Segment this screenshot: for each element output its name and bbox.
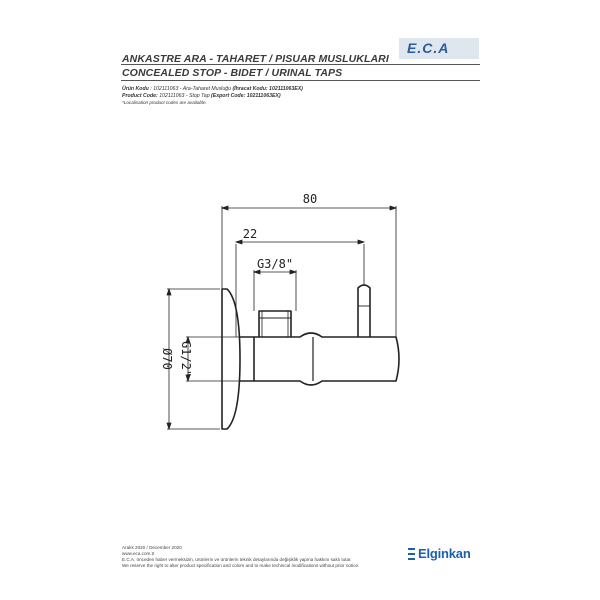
urun-kodu-label: Ürün Kodu — [122, 86, 149, 92]
footer-website: www.eca.com.tr — [122, 551, 155, 556]
footer-date: Aralık 2020 / December 2020 — [122, 545, 182, 550]
title-english: CONCEALED STOP - BIDET / URINAL TAPS — [122, 67, 343, 79]
footer-disclaimer-tr: E.C.A. önceden haber vermeksizin, ürünlerin ve ürünlerin teknik detaylarında değişiklik yapma hakkını saklı tutar. — [122, 557, 352, 562]
export-code: (Export Code: 102111063EX) — [211, 93, 281, 99]
product-code-label: Product Code: — [122, 93, 158, 99]
dim-diameter-label: Ø70 — [160, 348, 174, 370]
localisation-note: *Localisation product codes are available. — [122, 100, 207, 105]
title-turkish: ANKASTRE ARA - TAHARET / PISUAR MUSLUKLARI — [122, 53, 389, 65]
handle-lever — [358, 285, 370, 337]
dim-thread-side-label: G1/2" — [179, 340, 193, 378]
wall-flange — [222, 289, 240, 429]
dim-thread-top-label: G3/8" — [256, 257, 294, 271]
elginkan-logo-mark — [408, 548, 415, 560]
product-code-value: 102111063 - Stop Tap — [159, 93, 210, 99]
elginkan-logo-text: Elginkan — [418, 546, 471, 561]
ihracat-kodu: (İhracat Kodu: 102111063EX) — [232, 86, 303, 92]
dim-offset-label: 22 — [242, 227, 258, 241]
urun-kodu-value: : 102111063 - Ara-Taharet Musluğu — [150, 86, 231, 92]
elginkan-logo — [408, 546, 471, 561]
dim-total-label: 80 — [302, 192, 318, 206]
footer-disclaimer-en: We reserve the right to alter product specification and colors and to make technical modifications without prior notice. — [122, 563, 360, 568]
eca-logo-text: E.C.A — [407, 40, 450, 56]
valve-body — [254, 333, 399, 385]
inlet-body — [240, 337, 254, 381]
outlet-nozzle — [259, 311, 291, 337]
